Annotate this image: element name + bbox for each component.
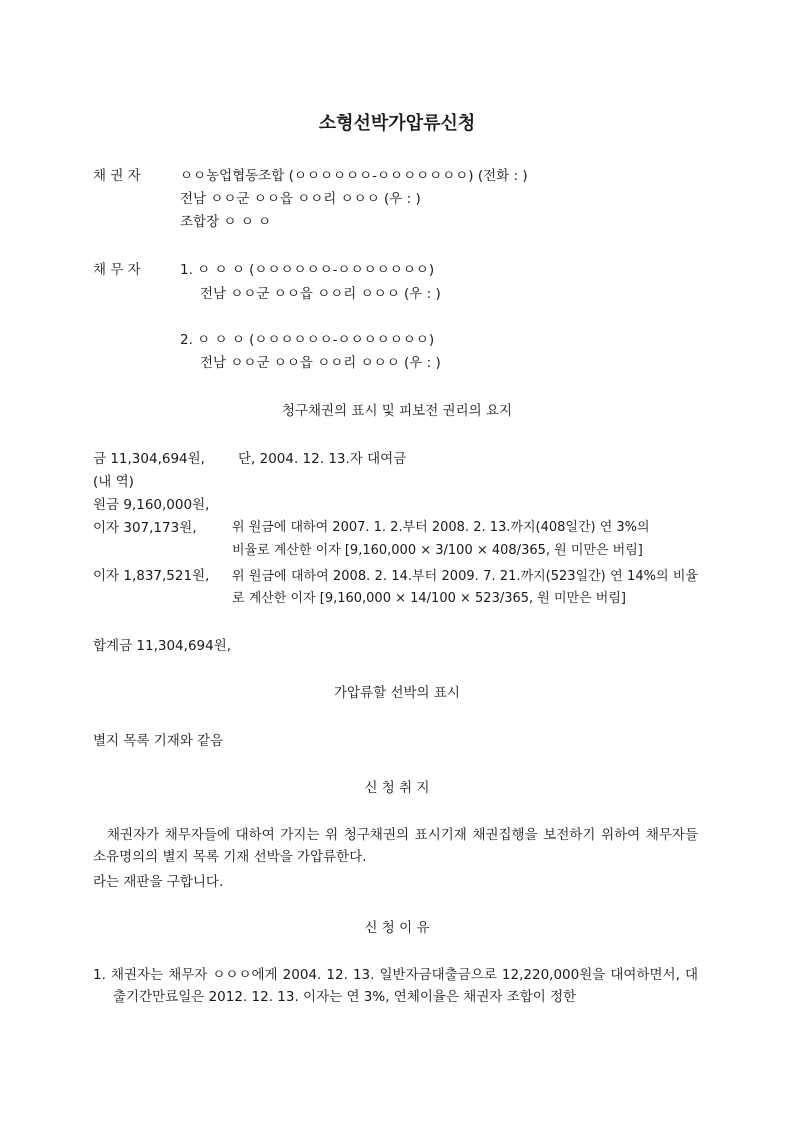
debtor-label: 채 무 자 xyxy=(93,262,141,278)
creditor-label: 채 권 자 xyxy=(93,168,141,184)
reason-paragraph-1: 1. 채권자는 채무자 ㅇㅇㅇ에게 2004. 12. 13. 일반자금대출금으로 12,220,000원을 대여하면서, 대출기간만료일은 2012. 12. 13. 이자는 연 3%, 연체이율은 채권자 조합이 정한 xyxy=(93,967,698,1005)
claim-amount-note: 단, 2004. 12. 13.자 대여금 xyxy=(238,451,407,467)
purpose-heading: 신 청 취 지 xyxy=(364,780,430,796)
debtor-1-address: 전남 ㅇㅇ군 ㅇㅇ읍 ㅇㅇ리 ㅇㅇㅇ (우 : ) xyxy=(200,286,441,302)
total-amount: 합계금 11,304,694원, xyxy=(93,638,232,654)
creditor-representative: 조합장 ㅇ ㅇ ㅇ xyxy=(180,214,272,230)
purpose-text: 채권자가 채무자들에 대하여 가지는 위 청구채권의 표시기재 채권집행을 보전하기 위하여 채무자들 소유명의의 별지 목록 기재 선박을 가압류한다. xyxy=(93,827,698,865)
vessel-description: 별지 목록 기재와 같음 xyxy=(93,733,224,749)
claim-heading: 청구채권의 표시 및 피보전 권리의 요지 xyxy=(281,403,513,419)
debtor-2-name: 2. ㅇ ㅇ ㅇ (ㅇㅇㅇㅇㅇㅇ-ㅇㅇㅇㅇㅇㅇㅇ) xyxy=(180,332,435,348)
purpose-closing: 라는 재판을 구합니다. xyxy=(93,874,224,890)
interest-2-description: 위 원금에 대하여 2008. 2. 14.부터 2009. 7. 21.까지(523일간) 연 14%의 비율로 계산한 이자 [9,160,000 × 14/100 × 523/365, 원 미만은 버림] xyxy=(232,569,698,606)
creditor-name: ㅇㅇ농업협동조합 (ㅇㅇㅇㅇㅇㅇ-ㅇㅇㅇㅇㅇㅇㅇ) (전화 : ) xyxy=(180,168,528,184)
interest-1-calculation: 비율로 계산한 이자 [9,160,000 × 3/100 × 408/365, 원 미만은 버림] xyxy=(232,543,643,558)
debtor-2-address: 전남 ㅇㅇ군 ㅇㅇ읍 ㅇㅇ리 ㅇㅇㅇ (우 : ) xyxy=(200,355,441,371)
vessel-heading: 가압류할 선박의 표시 xyxy=(334,685,460,701)
document-title: 소형선박가압류신청 xyxy=(318,113,476,134)
breakdown-label: (내 역) xyxy=(93,474,134,490)
principal-amount: 원금 9,160,000원, xyxy=(93,497,210,513)
claim-amount: 금 11,304,694원, xyxy=(93,451,205,467)
creditor-address: 전남 ㅇㅇ군 ㅇㅇ읍 ㅇㅇ리 ㅇㅇㅇ (우 : ) xyxy=(180,191,421,207)
interest-2-amount: 이자 1,837,521원, xyxy=(93,568,210,584)
interest-1-description: 위 원금에 대하여 2007. 1. 2.부터 2008. 2. 13.까지(408일간) 연 3%의 xyxy=(232,520,650,535)
debtor-1-name: 1. ㅇ ㅇ ㅇ (ㅇㅇㅇㅇㅇㅇ-ㅇㅇㅇㅇㅇㅇㅇ) xyxy=(180,262,435,278)
interest-1-amount: 이자 307,173원, xyxy=(93,520,197,536)
reason-heading: 신 청 이 유 xyxy=(364,920,430,936)
